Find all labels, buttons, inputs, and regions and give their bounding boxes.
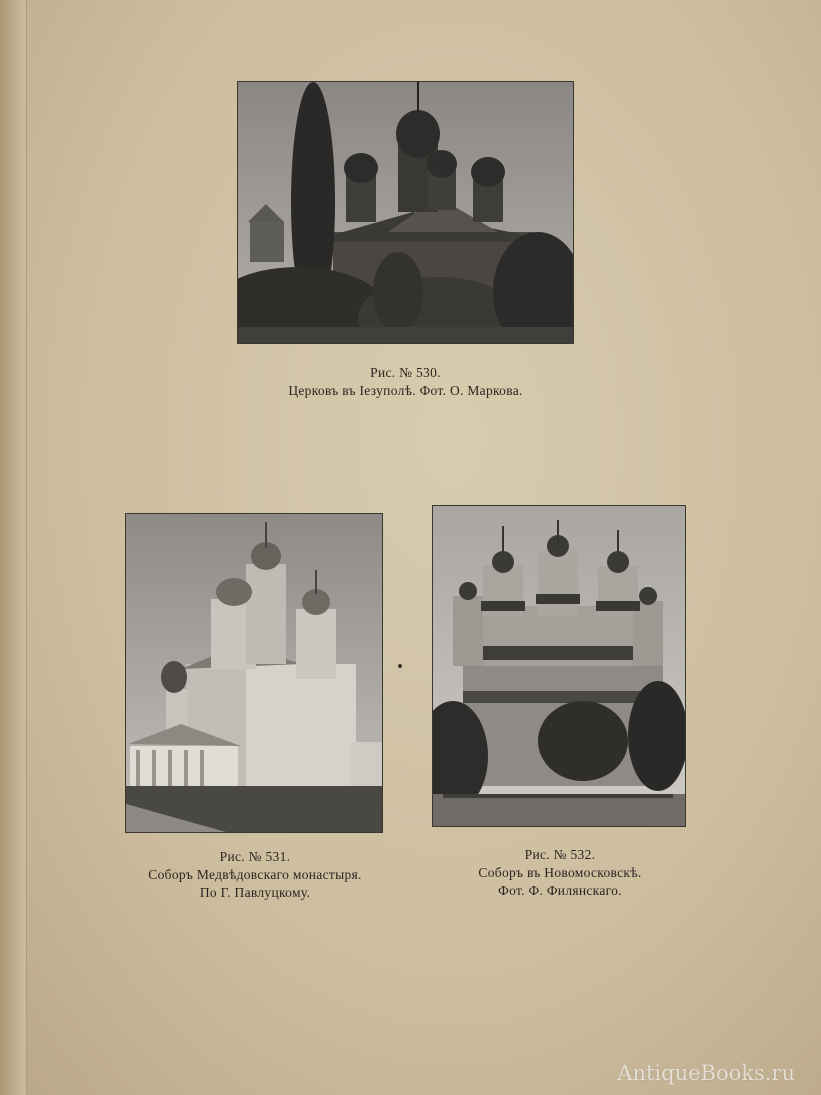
figure-credit: По Г. Павлуцкому. bbox=[199, 885, 311, 900]
caption-fig-532 bbox=[420, 846, 700, 900]
watermark: AntiqueBooks.ru bbox=[617, 1061, 795, 1085]
ink-speck bbox=[398, 664, 402, 668]
figure-number: Рис. № 531. bbox=[219, 849, 291, 864]
page-gutter bbox=[0, 0, 27, 1095]
caption-fig-530 bbox=[238, 364, 573, 400]
caption-fig-531 bbox=[114, 848, 396, 902]
figure-title: Соборъ въ Новомосковскѣ. bbox=[478, 865, 642, 880]
photo-fig-531 bbox=[126, 514, 382, 832]
photo-fig-530 bbox=[238, 82, 573, 343]
figure-number: Рис. № 532. bbox=[524, 847, 596, 862]
figure-title: Соборъ Медвѣдовскаго монастыря. bbox=[148, 867, 362, 882]
figure-number: Рис. № 530. bbox=[370, 365, 441, 380]
figure-title: Церковъ въ Iезуполѣ. Фот. О. Маркова. bbox=[288, 383, 523, 398]
figure-credit: Фот. Ф. Филянскаго. bbox=[498, 883, 622, 898]
photo-fig-532 bbox=[433, 506, 685, 826]
